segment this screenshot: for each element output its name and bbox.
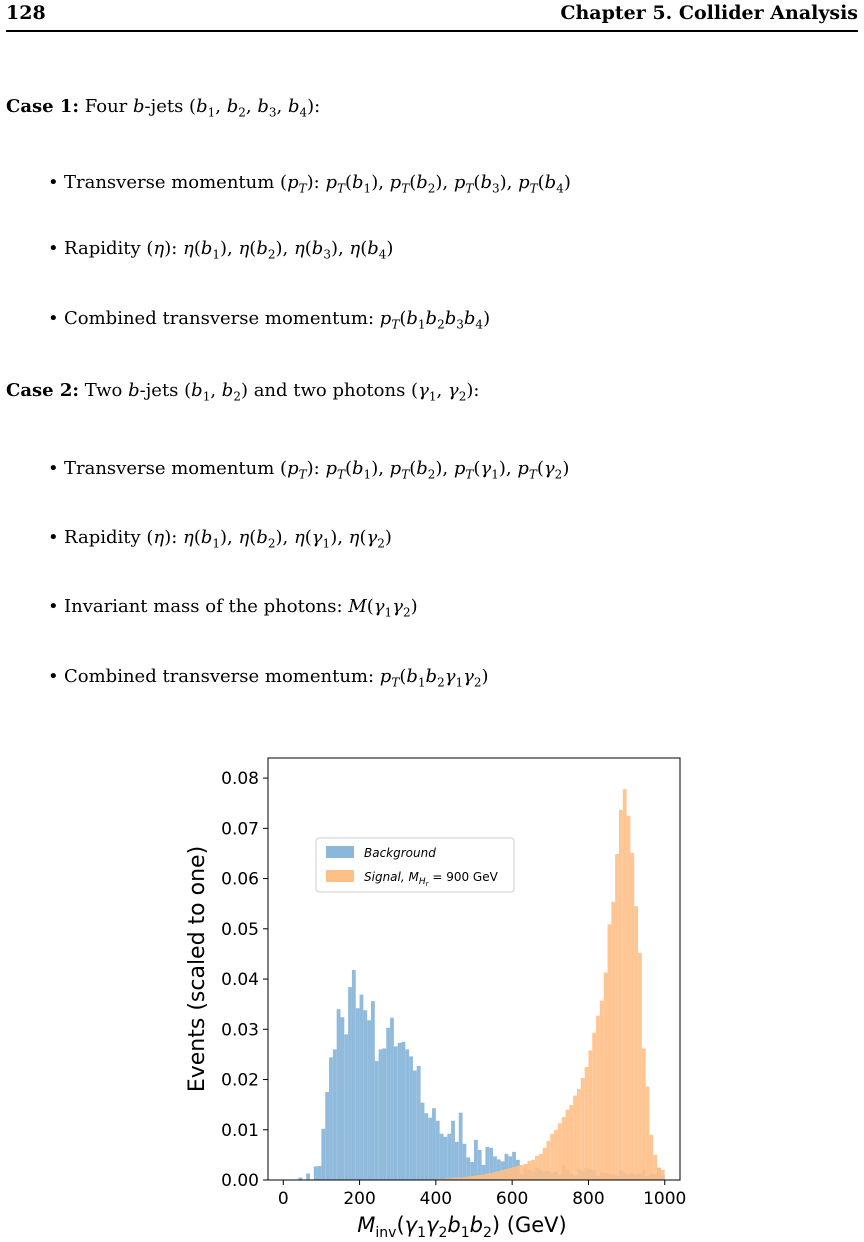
- x-tick-label: 600: [495, 1189, 529, 1209]
- y-tick-label: 0.05: [221, 919, 259, 940]
- background-bar: [474, 1140, 478, 1180]
- y-axis-label: Events (scaled to one): [185, 845, 210, 1093]
- legend-signal-swatch: [326, 870, 354, 882]
- signal-bar: [531, 1160, 535, 1180]
- background-bar: [333, 1049, 337, 1180]
- background-bar: [428, 1118, 432, 1180]
- background-bar: [367, 1020, 371, 1180]
- signal-bar: [466, 1176, 470, 1180]
- case1-item-1-text: Transverse momentum $(p_T)$: $p_T(b_1)$, $p_T(b_2)$, $p_T(b_3)$, $p_T(b_4)$: [64, 172, 571, 196]
- case2-item-3: • Invariant mass of the photons: $M(\gamma_1\gamma_2)$: [48, 596, 418, 620]
- background-bar: [340, 1017, 344, 1180]
- signal-bar: [581, 1078, 585, 1180]
- x-tick-label: 800: [572, 1189, 605, 1209]
- background-bar: [325, 1092, 329, 1180]
- legend-background-swatch: [326, 846, 354, 858]
- legend: [316, 838, 514, 892]
- signal-bar: [520, 1165, 524, 1180]
- case2-text: Two b-jets ($b_1$, $b_2$) and two photons ($\gamma_1$, $\gamma_2$):: [84, 380, 480, 404]
- background-bar: [329, 1057, 333, 1180]
- page-header: [6, 0, 858, 30]
- chapter-title: Chapter 5. Collider Analysis: [560, 2, 858, 24]
- y-tick-label: 0.01: [221, 1120, 259, 1141]
- signal-bar: [634, 906, 638, 1180]
- signal-bar: [489, 1173, 493, 1180]
- signal-bar: [596, 1016, 600, 1180]
- signal-bar: [566, 1110, 570, 1180]
- signal-bar: [550, 1134, 554, 1180]
- background-bar: [386, 1028, 390, 1180]
- background-bar: [451, 1121, 455, 1180]
- case1-paragraph: [6, 96, 320, 120]
- case2-label: Case 2:: [6, 380, 80, 401]
- background-bar: [356, 1008, 360, 1180]
- y-tick-label: 0.07: [221, 819, 259, 840]
- signal-bar: [524, 1164, 528, 1180]
- y-tick-label: 0.00: [221, 1171, 259, 1191]
- x-axis-label: $M_{inv}(\gamma_1\gamma_2b_1b_2)$ (GeV): [357, 1213, 567, 1241]
- background-bar: [436, 1121, 440, 1180]
- case1-item-2: • Rapidity (η): $\eta(b_1)$, $\eta(b_2)$, $\eta(b_3)$, $\eta(b_4)$: [48, 238, 394, 262]
- signal-bar: [615, 854, 619, 1180]
- background-bar: [382, 1048, 386, 1180]
- background-bar: [463, 1144, 467, 1180]
- y-tick-label: 0.06: [221, 869, 259, 890]
- case2-item-4-text: Combined transverse momentum: $p_T(b_1b_2\gamma_1\gamma_2)$: [64, 666, 489, 690]
- background-bar: [379, 1049, 383, 1180]
- legend-background-label: Background: [364, 846, 436, 860]
- signal-bar: [604, 973, 608, 1180]
- signal-bar: [558, 1123, 562, 1180]
- case1-item-3: • Combined transverse momentum: $p_T(b_1b_2b_3b_4)$: [48, 308, 491, 332]
- background-bar: [321, 1129, 325, 1180]
- signal-bar: [623, 789, 627, 1180]
- background-bar: [432, 1108, 436, 1180]
- case2-item-4: • Combined transverse momentum: $p_T(b_1b_2\gamma_1\gamma_2)$: [48, 666, 489, 690]
- case1-text: Four b-jets ($b_1$, $b_2$, $b_3$, $b_4$):: [84, 96, 321, 120]
- signal-bar: [535, 1156, 539, 1180]
- signal-bar: [546, 1141, 550, 1180]
- case2-item-3-text: Invariant mass of the photons: $M(\gamma_1\gamma_2)$: [64, 596, 418, 620]
- x-tick-label: 200: [343, 1189, 376, 1209]
- background-bar: [413, 1070, 417, 1180]
- signal-bar: [642, 1048, 646, 1180]
- signal-bar: [505, 1169, 509, 1180]
- background-bar: [421, 1103, 425, 1180]
- background-bar: [443, 1137, 447, 1180]
- background-bar: [409, 1056, 413, 1180]
- signal-bar: [661, 1170, 665, 1180]
- case2-item-2-text: Rapidity (η): $\eta(b_1)$, $\eta(b_2)$, $\eta(\gamma_1)$, $\eta(\gamma_2)$: [64, 527, 392, 551]
- y-tick-label: 0.02: [221, 1070, 259, 1091]
- x-tick-label: 0: [277, 1189, 289, 1209]
- histogram-figure: [170, 740, 690, 1242]
- signal-bar: [527, 1161, 531, 1180]
- background-bar: [390, 1018, 394, 1180]
- x-tick-label: 400: [419, 1189, 453, 1209]
- signal-bar: [638, 953, 642, 1180]
- background-bar: [348, 987, 352, 1180]
- header-rule: [6, 30, 858, 32]
- signal-bar: [497, 1171, 501, 1180]
- signal-bar: [516, 1166, 520, 1180]
- signal-bar: [573, 1096, 577, 1180]
- signal-bar: [630, 853, 634, 1180]
- background-bar: [402, 1042, 406, 1180]
- background-bar: [375, 1061, 379, 1180]
- signal-bar: [493, 1172, 497, 1180]
- background-bar: [459, 1113, 463, 1180]
- background-bar: [405, 1049, 409, 1180]
- background-bar: [306, 1173, 310, 1180]
- case2-item-1-text: Transverse momentum $(p_T)$: $p_T(b_1)$, $p_T(b_2)$, $p_T(\gamma_1)$, $p_T(\gamma_2)$: [64, 458, 570, 482]
- signal-bar: [600, 1001, 604, 1180]
- case1-item-3-text: Combined transverse momentum: $p_T(b_1b_2b_3b_4)$: [64, 308, 491, 332]
- x-tick-label: 1000: [643, 1189, 687, 1209]
- background-bar: [417, 1066, 421, 1180]
- background-bar: [360, 995, 364, 1180]
- page-number: 128: [6, 2, 46, 24]
- signal-bar: [478, 1175, 482, 1180]
- signal-bar: [501, 1170, 505, 1180]
- background-bar: [371, 1001, 375, 1180]
- x-axis: [278, 1180, 687, 1209]
- background-bar: [318, 1166, 322, 1180]
- signal-bar: [485, 1173, 489, 1180]
- background-bar: [455, 1142, 459, 1180]
- background-bar: [394, 1046, 398, 1180]
- signal-bar: [592, 1033, 596, 1180]
- y-tick-label: 0.04: [221, 970, 259, 991]
- case1-item-2-text: Rapidity (η): $\eta(b_1)$, $\eta(b_2)$, $\eta(b_3)$, $\eta(b_4)$: [64, 238, 394, 262]
- signal-bar: [611, 902, 615, 1180]
- case1-label: Case 1:: [6, 96, 80, 117]
- signal-bar: [657, 1167, 661, 1180]
- case2-item-2: • Rapidity (η): $\eta(b_1)$, $\eta(b_2)$, $\eta(\gamma_1)$, $\eta(\gamma_2)$: [48, 527, 392, 551]
- background-bar: [363, 1010, 367, 1180]
- case1-item-1: • Transverse momentum $(p_T)$: $p_T(b_1)$, $p_T(b_2)$, $p_T(b_3)$, $p_T(b_4)$: [48, 172, 571, 196]
- case2-item-1: • Transverse momentum $(p_T)$: $p_T(b_1)$, $p_T(b_2)$, $p_T(\gamma_1)$, $p_T(\gamma_2)$: [48, 458, 570, 482]
- signal-bar: [512, 1167, 516, 1180]
- signal-bar: [646, 1087, 650, 1180]
- signal-bar: [539, 1154, 543, 1180]
- signal-bar: [569, 1105, 573, 1180]
- background-bar: [314, 1166, 318, 1180]
- signal-bar: [608, 924, 612, 1180]
- signal-bar: [627, 816, 631, 1180]
- case2-paragraph: [6, 380, 479, 404]
- signal-bar: [653, 1155, 657, 1180]
- y-tick-label: 0.08: [221, 769, 259, 790]
- signal-bar: [482, 1174, 486, 1180]
- background-bar: [447, 1134, 451, 1180]
- signal-bar: [588, 1050, 592, 1180]
- legend-signal-label: Signal, $M_Hr = 900$ GeV: [364, 870, 498, 888]
- signal-bar: [649, 1135, 653, 1180]
- background-bar: [337, 1009, 341, 1180]
- signal-bar: [508, 1168, 512, 1180]
- signal-bar: [577, 1089, 581, 1180]
- y-axis: [221, 769, 268, 1191]
- background-bar: [398, 1043, 402, 1180]
- signal-bar: [543, 1148, 547, 1180]
- signal-bar: [474, 1175, 478, 1180]
- signal-bar: [619, 810, 623, 1180]
- signal-bar: [470, 1176, 474, 1180]
- signal-bar: [554, 1130, 558, 1180]
- background-bar: [352, 970, 356, 1180]
- y-tick-label: 0.03: [221, 1020, 259, 1041]
- background-bar: [424, 1113, 428, 1180]
- signal-bar: [585, 1067, 589, 1180]
- invariant-mass-histogram: [170, 740, 690, 1242]
- signal-bar: [562, 1117, 566, 1180]
- background-bar: [344, 1034, 348, 1180]
- background-bar: [440, 1134, 444, 1180]
